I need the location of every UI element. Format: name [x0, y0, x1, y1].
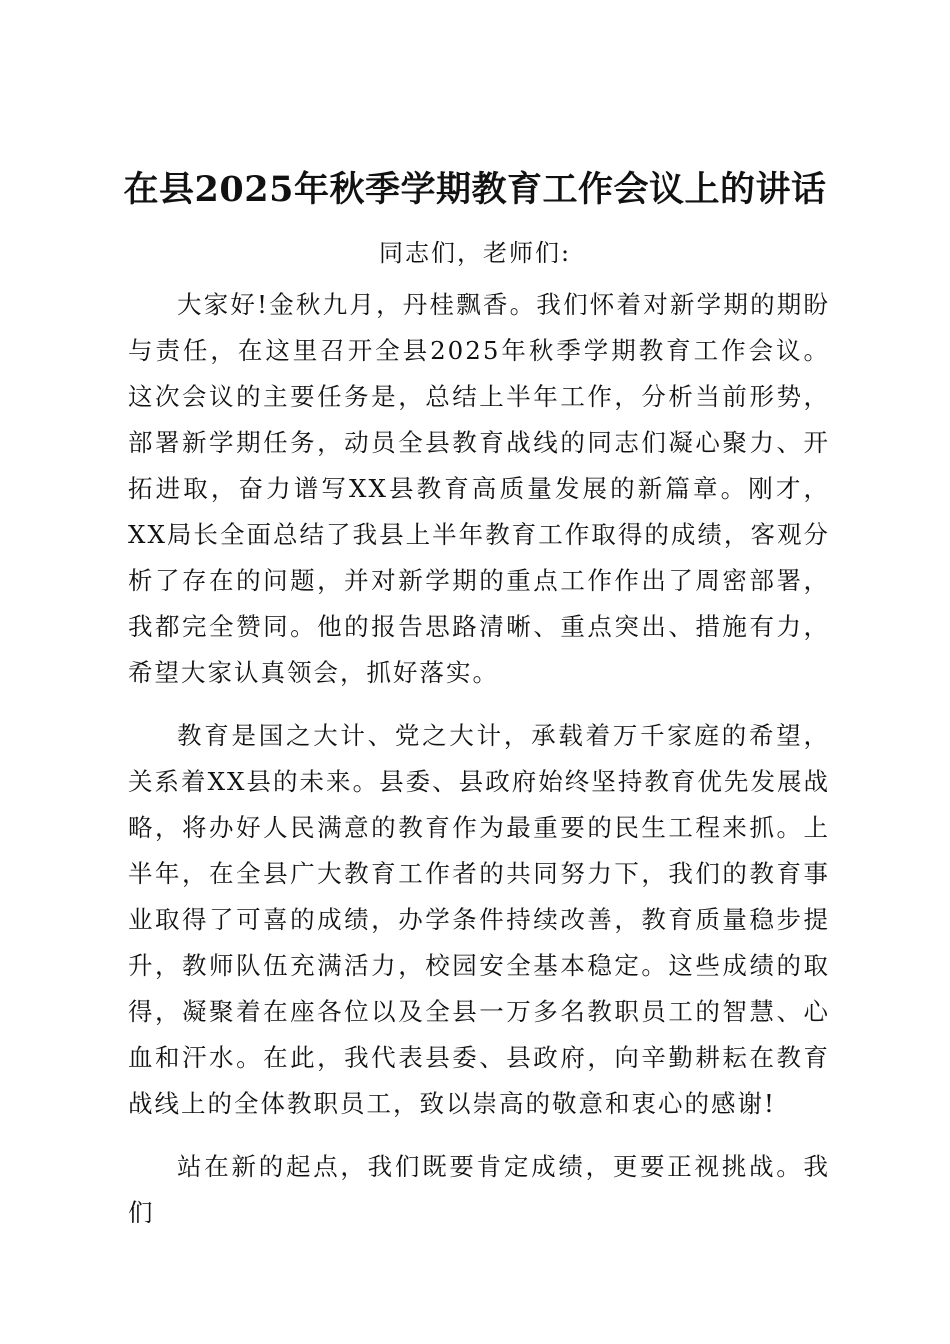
- paragraph-3: 站在新的起点，我们既要肯定成绩，更要正视挑战。我们: [128, 1152, 830, 1227]
- document-title: 在县2025年秋季学期教育工作会议上的讲话: [123, 169, 827, 210]
- paragraph-1: 大家好!金秋九月，丹桂飘香。我们怀着对新学期的期盼与责任，在这里召开全县2025年秋季学期教育工作会议。这次会议的主要任务是，总结上半年工作，分析当前形势，部署新学期任务，动员全县教育战线的同志们凝心聚力、开拓进取，奋力谱写XX县教育高质量发展的新篇章。刚才，XX局长全面总结了我县上半年教育工作取得的成绩，客观分析了存在的问题，并对新学期的重点工作作出了周密部署，我都完全赞同。他的报告思路清晰、重点突出、措施有力，希望大家认真领会，抓好落实。: [128, 290, 830, 687]
- speech-body: [128, 282, 830, 1253]
- paragraph-2: 教育是国之大计、党之大计，承载着万千家庭的希望，关系着XX县的未来。县委、县政府始终坚持教育优先发展战略，将办好人民满意的教育作为最重要的民生工程来抓。上半年，在全县广大教育工作者的共同努力下，我们的教育事业取得了可喜的成绩，办学条件持续改善，教育质量稳步提升，教师队伍充满活力，校园安全基本稳定。这些成绩的取得，凝聚着在座各位以及全县一万多名教职员工的智慧、心血和汗水。在此，我代表县委、县政府，向辛勤耕耘在教育战线上的全体教职员工，致以崇高的敬意和衷心的感谢!: [128, 721, 830, 1118]
- salutation: 同志们，老师们:: [378, 239, 572, 267]
